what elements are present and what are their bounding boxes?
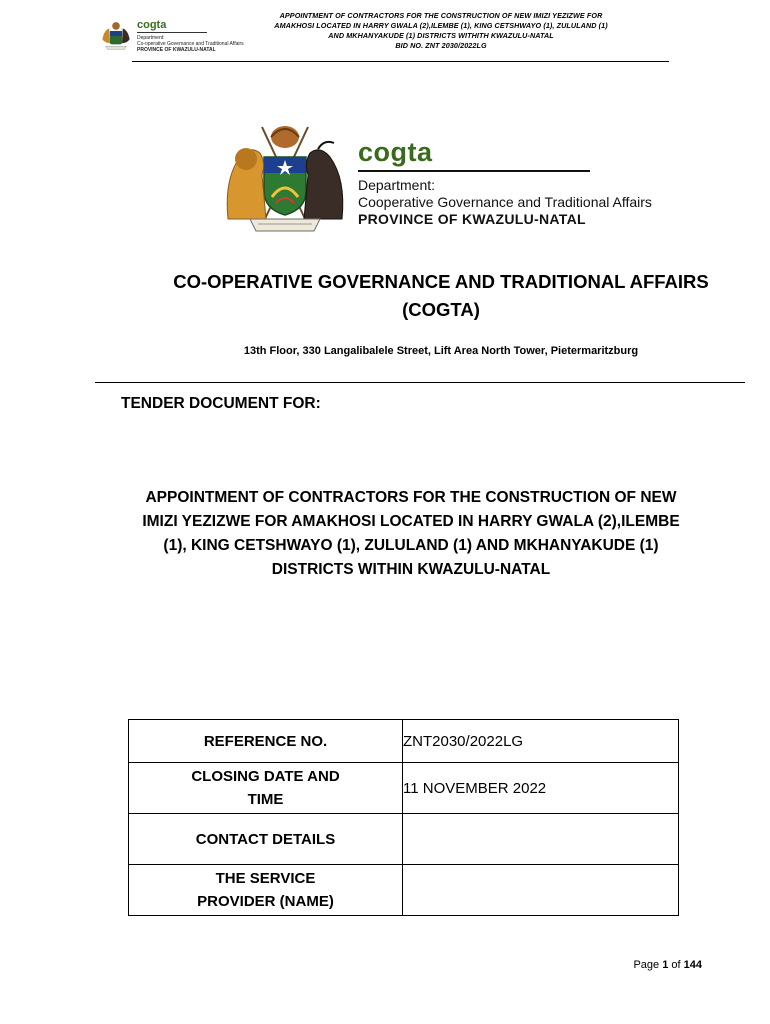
organisation-title-line: (COGTA) [402,299,480,320]
header-brand-word: cogta [137,19,167,31]
page-prefix: Page [633,959,660,971]
logo-rule [358,170,590,172]
header-brand-province: PROVINCE OF KWAZULU-NATAL [137,47,216,53]
closing-date-value: 11 NOVEMBER 2022 [403,763,679,814]
running-header-line: APPOINTMENT OF CONTRACTORS FOR THE CONSTRUCTION OF NEW IMIZI YEZIZWE FOR [279,11,603,20]
reference-value: ZNT2030/2022LG [403,720,679,763]
coat-of-arms-small-icon [96,18,136,58]
tender-title-line: IMIZI YEZIZWE FOR AMAKHOSI LOCATED IN HARRY GWALA (2),ILEMBE [142,513,680,530]
logo-province: PROVINCE OF KWAZULU-NATAL [358,211,586,227]
service-provider-label-line: PROVIDER (NAME) [197,893,334,910]
logo-dept-name: Cooperative Governance and Traditional Affairs [358,194,652,210]
tender-title-line: DISTRICTS WITHIN KWAZULU-NATAL [271,561,551,578]
table-row [129,763,679,814]
contact-details-label: CONTACT DETAILS [129,814,403,865]
header-brand [137,20,249,53]
tender-title-line: APPOINTMENT OF CONTRACTORS FOR THE CONSTRUCTION OF NEW [145,489,677,506]
closing-date-label-line: TIME [247,791,284,808]
running-header-line: AMAKHOSI LOCATED IN HARRY GWALA (2),ILEMBE (1), KING CETSHWAYO (1), ZULULAND (1) [274,21,608,30]
organisation-title-line: CO-OPERATIVE GOVERNANCE AND TRADITIONAL AFFAIRS [173,271,709,292]
header-divider [132,61,669,62]
closing-date-label-line: CLOSING DATE AND [191,768,340,785]
organisation-title [100,268,770,324]
tender-info-table [128,719,679,916]
header-brand-dept-name: Co-operative Governance and Traditional Affairs [137,41,244,47]
running-header-title [240,11,642,51]
page-current: 1 [662,959,669,971]
table-row [129,865,679,916]
closing-date-label [129,763,403,814]
page-total: 144 [683,959,702,971]
page-of: of [671,959,681,971]
service-provider-value [403,865,679,916]
running-header-line: AND MKHANYAKUDE (1) DISTRICTS WITHITH KWAZULU-NATAL [328,31,554,40]
tender-title [100,486,722,582]
service-provider-label [129,865,403,916]
page-number [633,959,702,971]
coat-of-arms-icon [222,123,348,235]
table-row [129,720,679,763]
reference-label: REFERENCE NO. [129,720,403,763]
running-header-bid-no: BID NO. ZNT 2030/2022LG [395,41,487,50]
department-logo-text [358,138,718,228]
table-row [129,814,679,865]
tender-document-label: TENDER DOCUMENT FOR: [121,395,321,412]
organisation-address: 13th Floor, 330 Langalibalele Street, Lift Area North Tower, Pietermaritzburg [243,345,639,357]
logo-brand-word: cogta [358,137,433,167]
contact-details-value [403,814,679,865]
header-brand-dept: Department: [137,35,165,41]
logo-dept: Department: [358,177,436,193]
tender-title-line: (1), KING CETSHWAYO (1), ZULULAND (1) AND MKHANYAKUDE (1) [163,537,659,554]
section-divider [95,382,745,383]
service-provider-label-line: THE SERVICE [215,870,316,887]
